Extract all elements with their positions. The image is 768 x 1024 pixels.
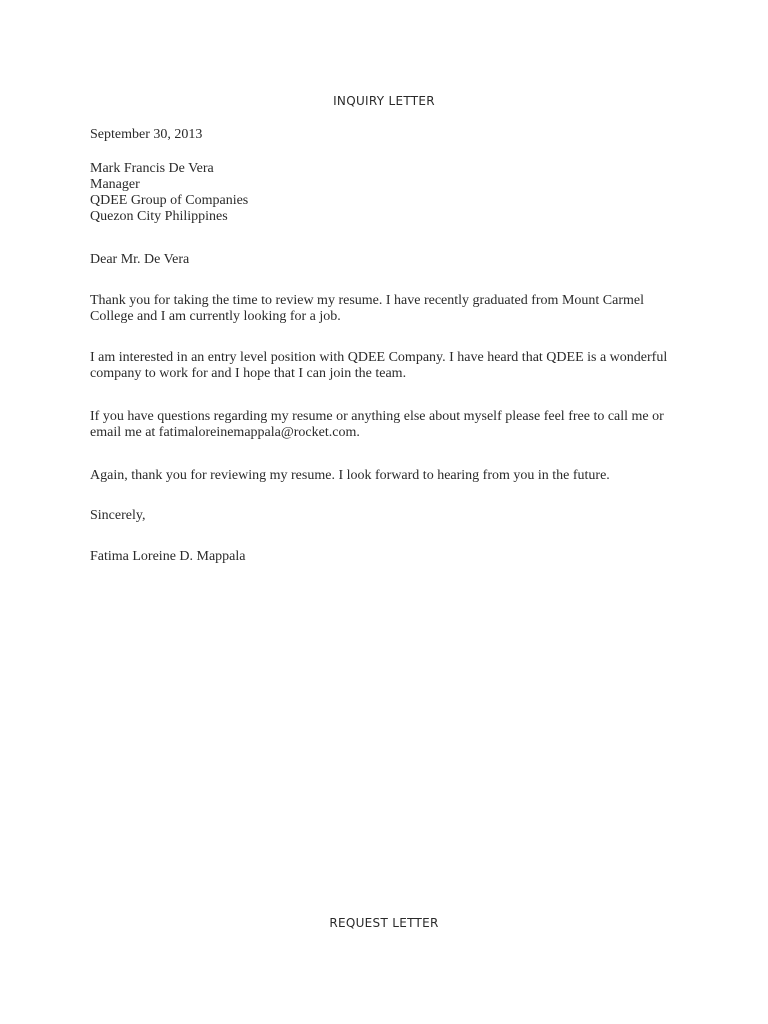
salutation: Dear Mr. De Vera <box>90 252 190 267</box>
recipient-company: QDEE Group of Companies <box>90 193 249 208</box>
recipient-position: Manager <box>90 177 140 192</box>
paragraph-contact: If you have questions regarding my resume or anything else about myself please feel free to call me or email me at fatimaloreinemappala@rocket.com. <box>90 409 664 440</box>
next-section-title: REQUEST LETTER <box>329 916 439 930</box>
closing: Sincerely, <box>90 508 146 523</box>
letter-date: September 30, 2013 <box>90 127 203 142</box>
paragraph-intro: Thank you for taking the time to review my resume. I have recently graduated from Mount Carmel College and I am currently looking for a job. <box>90 293 644 324</box>
letter-title: INQUIRY LETTER <box>333 94 435 108</box>
recipient-city: Quezon City Philippines <box>90 209 228 224</box>
recipient-address <box>90 161 680 225</box>
recipient-name: Mark Francis De Vera <box>90 161 214 176</box>
signature-name: Fatima Loreine D. Mappala <box>90 549 246 564</box>
paragraph-interest: I am interested in an entry level position with QDEE Company. I have heard that QDEE is a wonderful company to work for and I hope that I can join the team. <box>90 350 668 381</box>
paragraph-thanks: Again, thank you for reviewing my resume. I look forward to hearing from you in the future. <box>90 468 610 483</box>
